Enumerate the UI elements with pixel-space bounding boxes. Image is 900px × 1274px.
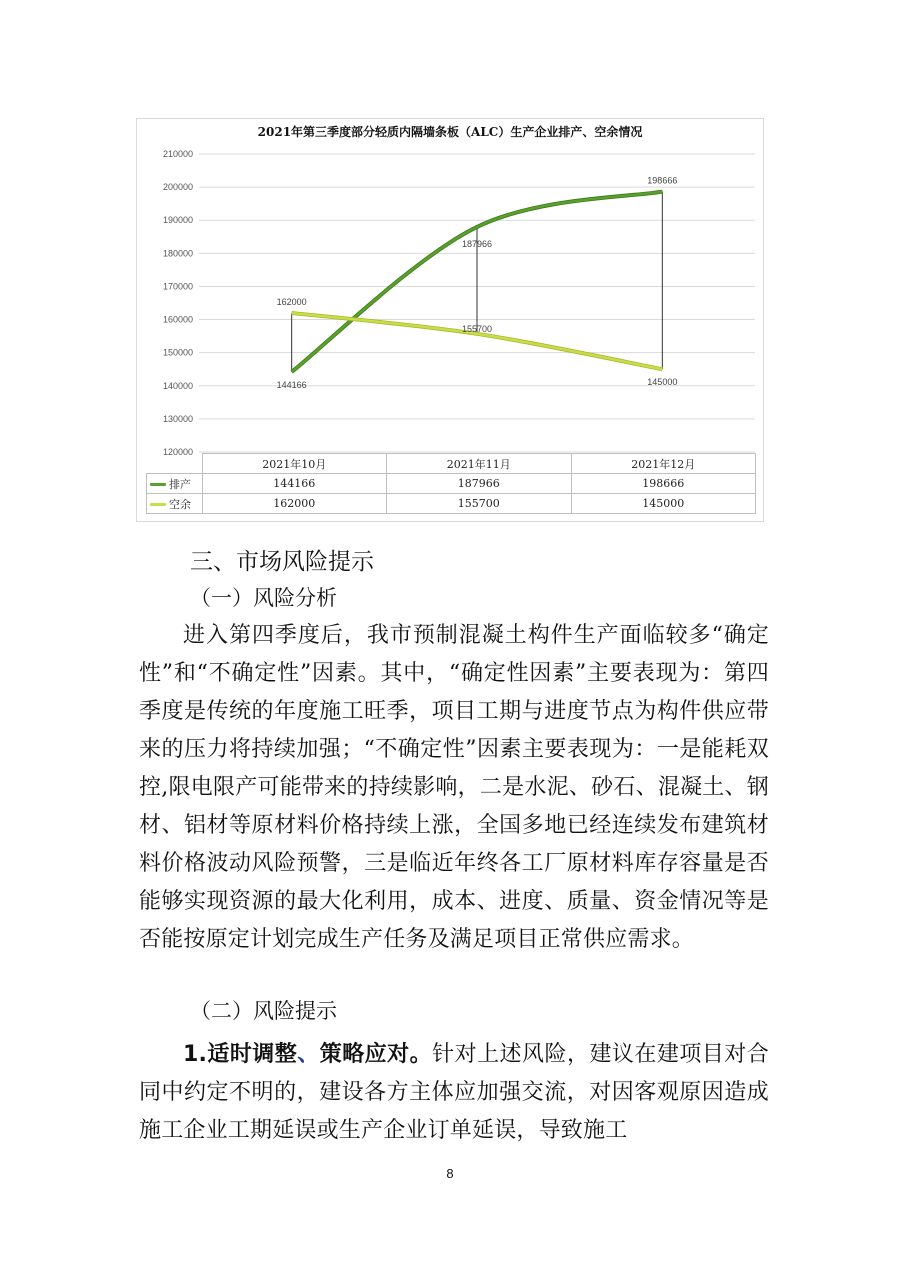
- table-cell: 144166: [202, 474, 387, 494]
- data-label: 144166: [276, 379, 307, 390]
- subsection-title: （二）风险提示: [190, 999, 337, 1023]
- table-cell: 198666: [571, 474, 756, 494]
- y-tick-label: 150000: [162, 347, 193, 358]
- table-cell: 155700: [387, 494, 572, 514]
- chart-data-table: [146, 453, 756, 514]
- table-cell: 187966: [387, 474, 572, 494]
- data-label: 187966: [461, 238, 493, 249]
- y-tick-label: 190000: [162, 215, 193, 226]
- table-category: 2021年12月: [571, 454, 756, 474]
- table-category: 2021年11月: [387, 454, 572, 474]
- chart-title: 2021年第三季度部分轻质内隔墙条板（ALC）生产企业排产、空余情况: [257, 125, 643, 139]
- legend-swatch: [150, 483, 166, 486]
- section-heading: 三、市场风险提示: [190, 549, 374, 575]
- data-label: 145000: [647, 377, 678, 388]
- y-tick-label: 140000: [162, 380, 193, 391]
- data-label: 155700: [461, 323, 493, 334]
- lead-separator: 、: [297, 1041, 320, 1067]
- paragraph-text: 针对上述风险，建议在建项目对合同中约定不明的，建设各方主体应加强交流，对因客观原因造成施工企业工期延误或生产企业订单延误，导致施工: [139, 1042, 769, 1143]
- y-tick-label: 210000: [162, 149, 193, 159]
- table-category: 2021年10月: [202, 454, 387, 474]
- page-number: 8: [446, 1166, 454, 1181]
- y-tick-label: 200000: [162, 182, 193, 193]
- legend-swatch: [150, 503, 166, 506]
- legend-entry: 排产: [147, 474, 203, 494]
- risk-tip-paragraph: [139, 1035, 769, 1150]
- risk-analysis-paragraph: 进入第四季度后，我市预制混凝土构件生产面临较多“确定性”和“不确定性”因素。其中，“确定性因素”主要表现为：第四季度是传统的年度施工旺季，项目工期与进度节点为构件供应带来的压力将持续加强；“不确定性”因素主要表现为：一是能耗双控,限电限产可能带来的持续影响，二是水泥、砂石、混凝土、钢材、铝材等原材料价格持续上涨，全国多地已经连续发布建筑材料价格波动风险预警，三是临近年终各工厂原材料库存容量是否能够实现资源的最大化利用，成本、进度、质量、资金情况等是否能按原定计划完成生产任务及满足项目正常供应需求。: [139, 623, 769, 952]
- table-cell: 145000: [571, 494, 756, 514]
- data-label: 162000: [276, 296, 307, 307]
- table-row: [147, 474, 756, 494]
- table-header-row: [147, 454, 756, 474]
- y-tick-label: 170000: [162, 281, 193, 292]
- data-label: 198666: [647, 175, 678, 186]
- table-cell: 162000: [202, 494, 387, 514]
- subsection-title: （一）风险分析: [190, 586, 337, 610]
- lead-phrase: 策略应对。: [319, 1042, 433, 1067]
- y-tick-label: 120000: [162, 447, 193, 457]
- y-tick-label: 130000: [162, 413, 193, 424]
- lead-phrase: 1.适时调整: [183, 1042, 298, 1067]
- legend-entry: 空余: [147, 494, 203, 514]
- y-tick-label: 160000: [162, 314, 193, 325]
- table-row: [147, 494, 756, 514]
- y-tick-label: 180000: [162, 248, 193, 259]
